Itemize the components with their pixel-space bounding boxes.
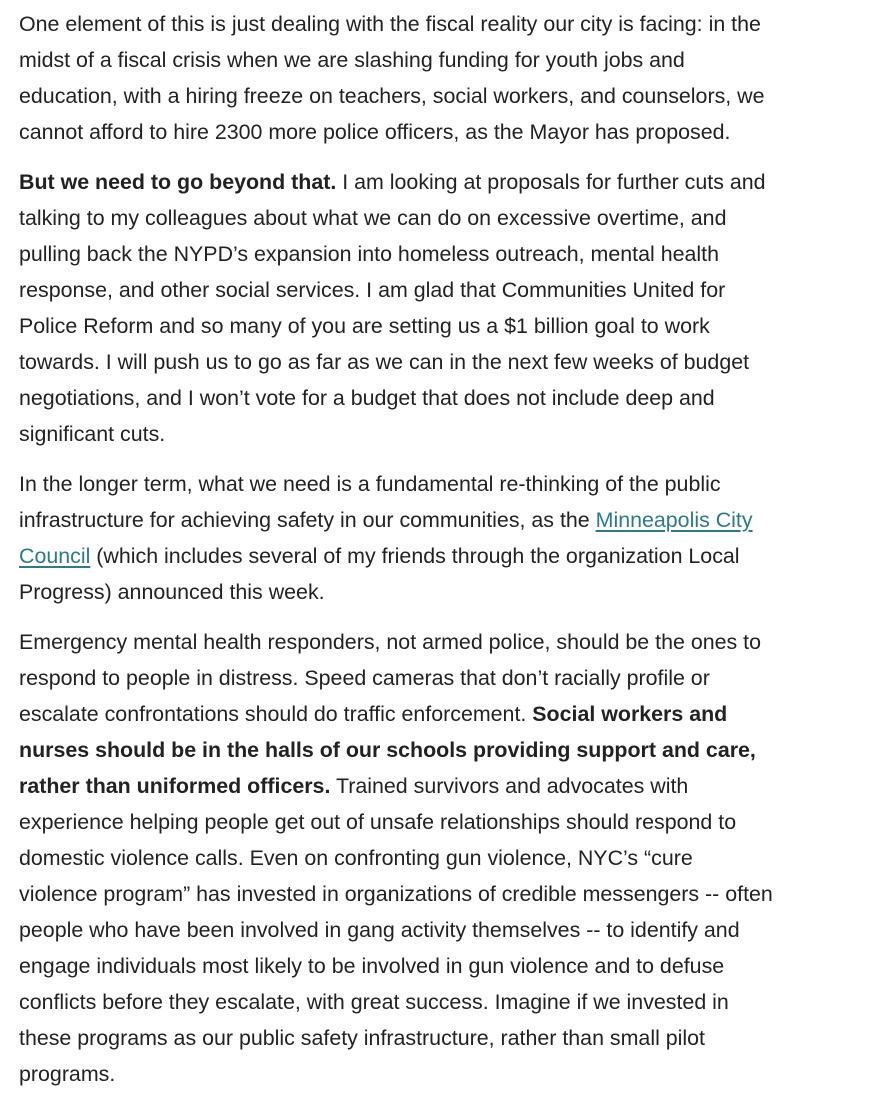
body-text: towards. I will push us to go as far as we can in the next few weeks of budget xyxy=(19,350,750,374)
text-line xyxy=(19,1020,874,1056)
body-text: Police Reform and so many of you are setting us a $1 billion goal to work xyxy=(19,314,710,338)
bold-text: rather than uniformed officers. xyxy=(19,774,331,798)
text-line xyxy=(19,696,874,732)
text-line xyxy=(19,416,874,452)
body-text: Trained survivors and advocates with xyxy=(330,774,689,798)
body-text: midst of a fiscal crisis when we are slashing funding for youth jobs and xyxy=(19,48,685,72)
text-line xyxy=(19,876,874,912)
text-line xyxy=(19,502,874,538)
body-text: I am looking at proposals for further cuts and xyxy=(336,170,766,194)
body-text: escalate confrontations should do traffic enforcement. xyxy=(19,702,533,726)
paragraph-longer-term xyxy=(19,466,874,610)
text-line xyxy=(19,466,874,502)
text-line xyxy=(19,6,874,42)
text-line xyxy=(19,624,874,660)
body-text: people who have been involved in gang activity themselves -- to identify and xyxy=(19,918,740,942)
text-line xyxy=(19,660,874,696)
bold-text: But we need to go beyond that. xyxy=(19,170,337,194)
text-line xyxy=(19,200,874,236)
body-text: pulling back the NYPD’s expansion into homeless outreach, mental health xyxy=(19,242,719,266)
text-line xyxy=(19,236,874,272)
body-text: One element of this is just dealing with the fiscal reality our city is facing: in the xyxy=(19,12,761,36)
text-line xyxy=(19,1056,874,1092)
text-line xyxy=(19,164,874,200)
body-text: negotiations, and I won’t vote for a budget that does not include deep and xyxy=(19,386,715,410)
text-line xyxy=(19,948,874,984)
text-line xyxy=(19,804,874,840)
text-line xyxy=(19,574,874,610)
text-line xyxy=(19,840,874,876)
text-line xyxy=(19,272,874,308)
body-text: talking to my colleagues about what we can do on excessive overtime, and xyxy=(19,206,727,230)
text-line xyxy=(19,380,874,416)
body-text: cannot afford to hire 2300 more police officers, as the Mayor has proposed. xyxy=(19,120,731,144)
bold-text: Social workers and xyxy=(532,702,728,726)
body-text: these programs as our public safety infrastructure, rather than small pilot xyxy=(19,1026,706,1050)
text-line xyxy=(19,78,874,114)
text-line xyxy=(19,344,874,380)
paragraph-fiscal-reality xyxy=(19,6,874,150)
paragraph-beyond-that xyxy=(19,164,874,452)
body-text: violence program” has invested in organizations of credible messengers -- often xyxy=(19,882,773,906)
body-text: In the longer term, what we need is a fundamental re-thinking of the public xyxy=(19,472,721,496)
minneapolis-city-council-link[interactable]: Minneapolis City xyxy=(595,508,753,532)
text-line xyxy=(19,114,874,150)
body-text: respond to people in distress. Speed cameras that don’t racially profile or xyxy=(19,666,710,690)
paragraph-emergency-responders xyxy=(19,624,874,1092)
text-line xyxy=(19,732,874,768)
body-text: programs. xyxy=(19,1062,116,1086)
text-line xyxy=(19,768,874,804)
text-line xyxy=(19,984,874,1020)
body-text: experience helping people get out of unsafe relationships should respond to xyxy=(19,810,737,834)
body-text: Progress) announced this week. xyxy=(19,580,325,604)
body-text: infrastructure for achieving safety in our communities, as the xyxy=(19,508,596,532)
body-text: education, with a hiring freeze on teachers, social workers, and counselors, we xyxy=(19,84,765,108)
body-text: conflicts before they escalate, with great success. Imagine if we invested in xyxy=(19,990,729,1014)
text-line xyxy=(19,42,874,78)
text-line xyxy=(19,912,874,948)
body-text: significant cuts. xyxy=(19,422,166,446)
body-text: (which includes several of my friends through the organization Local xyxy=(90,544,740,568)
bold-text: nurses should be in the halls of our schools providing support and care, xyxy=(19,738,756,762)
text-line xyxy=(19,538,874,574)
text-line xyxy=(19,308,874,344)
minneapolis-city-council-link[interactable]: Council xyxy=(19,544,91,568)
body-text: domestic violence calls. Even on confronting gun violence, NYC’s “cure xyxy=(19,846,693,870)
body-text: response, and other social services. I am glad that Communities United for xyxy=(19,278,726,302)
body-text: engage individuals most likely to be involved in gun violence and to defuse xyxy=(19,954,725,978)
body-text: Emergency mental health responders, not armed police, should be the ones to xyxy=(19,630,761,654)
